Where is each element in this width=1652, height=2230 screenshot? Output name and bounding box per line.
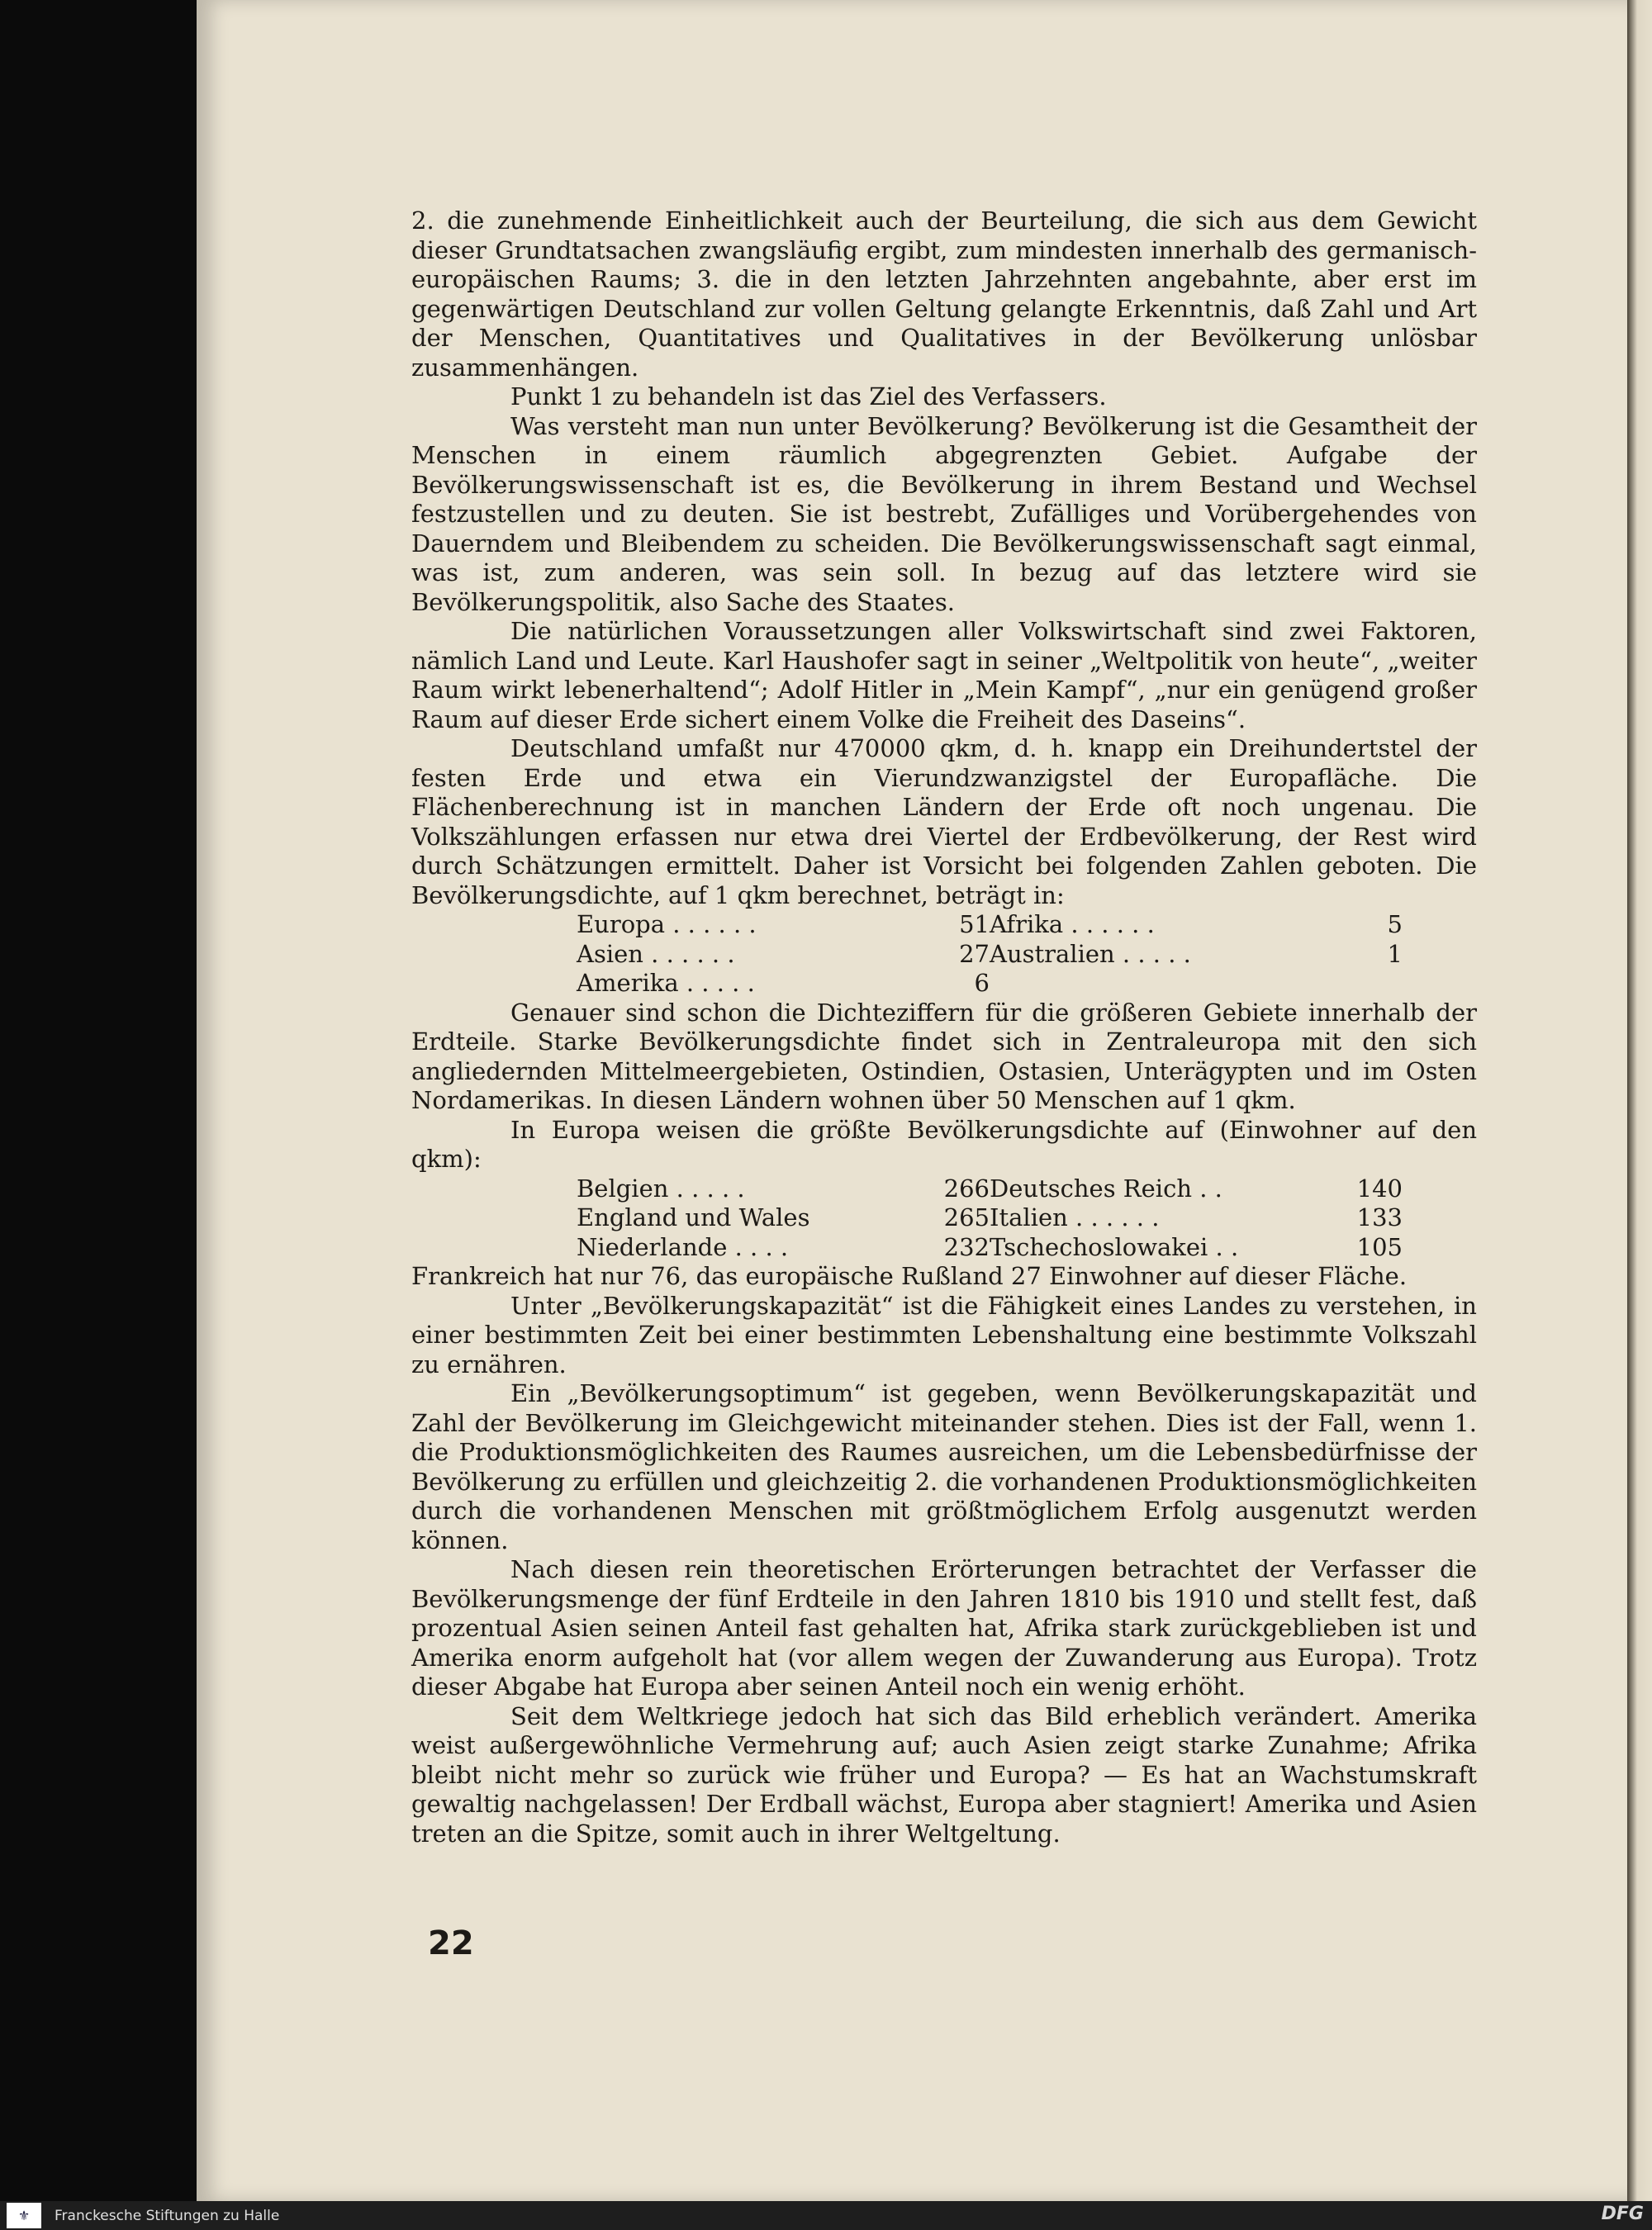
table-row bbox=[577, 969, 990, 999]
row-label: Niederlande bbox=[577, 1232, 728, 1261]
table-row bbox=[990, 1233, 1403, 1263]
row-label: Tschechoslowakei bbox=[990, 1232, 1208, 1261]
paragraph: Nach diesen rein theoretischen Erörterungen betrachtet der Verfasser die Bevölkerungsmenge der fünf Erdteile in den Jahren 1810 bis 1910 und stellt fest, daß prozentual Asien seinen Anteil fast gehalten hat, Afrika stark zurückgeblieben ist und Amerika enorm aufgeholt hat (vor allem wegen der Zuwanderung aus Europa). Trotz dieser Abgabe hat Europa aber seinen Anteil noch ein wenig erhöht. bbox=[411, 1555, 1477, 1701]
row-value: 265 bbox=[943, 1203, 990, 1231]
row-label: Italien bbox=[990, 1203, 1068, 1231]
row-dots: . . . . . . bbox=[672, 910, 757, 938]
row-dots: . . . . . . bbox=[1070, 910, 1155, 938]
body-text bbox=[411, 206, 1477, 1848]
institution-logo-icon[interactable]: ⚜ bbox=[7, 2203, 41, 2228]
row-value: 133 bbox=[1356, 1203, 1403, 1231]
row-dots: . . . . . bbox=[686, 969, 755, 997]
dfg-logo[interactable]: DFG bbox=[1601, 2204, 1644, 2224]
paragraph: 2. die zunehmende Einheitlichkeit auch der Beurteilung, die sich aus dem Gewicht dieser Grundtatsachen zwangsläufig ergibt, zum mindesten innerhalb des germanisch-europäischen Raums; 3. die in den letzten Jahrzehnten angebahnte, aber erst im gegenwärtigen Deutschland zur vollen Geltung gelangte Erkenntnis, daß Zahl und Art der Menschen, Quantitatives und Qualitatives in der Bevölkerung unlösbar zusammenhängen. bbox=[411, 206, 1477, 382]
row-label: Asien bbox=[577, 939, 643, 968]
row-value: 5 bbox=[1387, 910, 1403, 938]
row-value: 266 bbox=[943, 1174, 990, 1203]
paragraph: Ein „Bevölkerungsoptimum“ ist gegeben, wenn Bevölkerungskapazität und Zahl der Bevölkerung im Gleichgewicht miteinander stehen. Dies ist der Fall, wenn 1. die Produktionsmöglichkeiten des Raumes ausreichen, um die Lebensbedürfnisse der Bevölkerung zu erfüllen und gleichzeitig 2. die vorhandenen Produktionsmöglichkeiten durch die vorhandenen Menschen mit größtmöglichem Erfolg ausgenutzt werden können. bbox=[411, 1379, 1477, 1554]
table-row bbox=[990, 940, 1403, 970]
paragraph: Unter „Bevölkerungskapazität“ ist die Fähigkeit eines Landes zu verstehen, in einer bestimmten Zeit bei einer bestimmten Lebenshaltung eine bestimmte Volkszahl zu ernähren. bbox=[411, 1291, 1477, 1378]
row-value: 232 bbox=[943, 1232, 990, 1261]
paragraph: Die natürlichen Voraussetzungen aller Volkswirtschaft sind zwei Faktoren, nämlich Land und Leute. Karl Haushofer sagt in seiner „Weltpolitik von heute“, „weiter Raum wirkt lebenerhaltend“; Adolf Hitler in „Mein Kampf“, „nur ein genügend großer Raum auf dieser Erde sichert einem Volke die Freiheit des Daseins“. bbox=[411, 617, 1477, 733]
row-dots: . . . . . bbox=[1122, 939, 1191, 968]
row-value: 105 bbox=[1356, 1232, 1403, 1261]
institution-name[interactable]: Franckesche Stiftungen zu Halle bbox=[55, 2207, 280, 2224]
page-number: 22 bbox=[428, 1924, 474, 1962]
paragraph: Genauer sind schon die Dichteziffern für die größeren Gebiete innerhalb der Erdteile. Starke Bevölkerungsdichte findet sich in Zentraleuropa mit den sich angliedernden Mittelmeergebieten, Ostindien, Ostasien, Unterägypten und im Osten Nordamerikas. In diesen Ländern wohnen über 50 Menschen auf 1 qkm. bbox=[411, 998, 1477, 1114]
paragraph: Was versteht man nun unter Bevölkerung? Bevölkerung ist die Gesamtheit der Menschen in einem räumlich abgegrenzten Gebiet. Aufgabe der Bevölkerungswissenschaft ist es, die Bevölkerung in ihrem Bestand und Wechsel festzustellen und zu deuten. Sie ist bestrebt, Zufälliges und Vorübergehendes von Dauerndem und Bleibendem zu scheiden. Die Bevölkerungswissenschaft sagt einmal, was ist, zum anderen, was sein soll. In bezug auf das letztere wird sie Bevölkerungspolitik, also Sache des Staates. bbox=[411, 411, 1477, 616]
row-dots: . . bbox=[1215, 1232, 1239, 1261]
paragraph: Punkt 1 zu behandeln ist das Ziel des Verfassers. bbox=[510, 382, 1107, 410]
page-edge bbox=[1627, 0, 1652, 2201]
row-value: 1 bbox=[1387, 939, 1403, 968]
row-label: Europa bbox=[577, 910, 666, 938]
row-label: Afrika bbox=[990, 910, 1064, 938]
table-row bbox=[990, 910, 1403, 940]
table-row bbox=[577, 1203, 990, 1233]
row-value: 27 bbox=[959, 939, 990, 968]
table-row bbox=[577, 1174, 990, 1204]
country-density-table bbox=[577, 1174, 1477, 1263]
row-value: 140 bbox=[1356, 1174, 1403, 1203]
table-row bbox=[577, 910, 990, 940]
row-label: Australien bbox=[990, 939, 1115, 968]
row-value: 51 bbox=[959, 910, 990, 938]
row-value: 6 bbox=[974, 969, 990, 997]
row-label: England und Wales bbox=[577, 1203, 810, 1231]
table-column-left bbox=[577, 910, 990, 999]
row-dots: . . . . . bbox=[676, 1174, 745, 1203]
row-dots: . . . . bbox=[734, 1232, 789, 1261]
row-label: Deutsches Reich bbox=[990, 1174, 1192, 1203]
table-column-right bbox=[990, 910, 1403, 999]
continent-density-table bbox=[577, 910, 1477, 999]
row-dots: . . bbox=[1199, 1174, 1222, 1203]
table-row bbox=[990, 1174, 1403, 1204]
paragraph: In Europa weisen die größte Bevölkerungsdichte auf (Einwohner auf den qkm): bbox=[411, 1115, 1477, 1173]
table-row bbox=[577, 1233, 990, 1263]
row-dots: . . . . . . bbox=[651, 939, 735, 968]
row-label: Belgien bbox=[577, 1174, 669, 1203]
table-column-right bbox=[990, 1174, 1403, 1263]
table-row bbox=[577, 940, 990, 970]
row-label: Amerika bbox=[577, 969, 679, 997]
paragraph: Seit dem Weltkriege jedoch hat sich das Bild erheblich verändert. Amerika weist außergewöhnliche Vermehrung auf; auch Asien zeigt starke Zunahme; Afrika bleibt nicht mehr so zurück wie früher und Europa? — Es hat an Wachstumskraft gewaltig nachgelassen! Der Erdball wächst, Europa aber stagniert! Amerika und Asien treten an die Spitze, somit auch in ihrer Weltgeltung. bbox=[411, 1701, 1477, 1848]
table-row bbox=[990, 1203, 1403, 1233]
table-column-left bbox=[577, 1174, 990, 1263]
viewer-footer bbox=[0, 2201, 1652, 2230]
row-dots: . . . . . . bbox=[1075, 1203, 1160, 1231]
paragraph: Deutschland umfaßt nur 470000 qkm, d. h. knapp ein Dreihundertstel der festen Erde und etwa ein Vierundzwanzigstel der Europafläche. Die Flächenberechnung ist in manchen Ländern der Erde oft noch ungenau. Die Volkszählungen erfassen nur etwa drei Viertel der Erdbevölkerung, der Rest wird durch Schätzungen ermittelt. Daher ist Vorsicht bei folgenden Zahlen geboten. Die Bevölkerungsdichte, auf 1 qkm berechnet, beträgt in: bbox=[411, 734, 1477, 909]
paragraph: Frankreich hat nur 76, das europäische Rußland 27 Einwohner auf dieser Fläche. bbox=[411, 1262, 1408, 1290]
